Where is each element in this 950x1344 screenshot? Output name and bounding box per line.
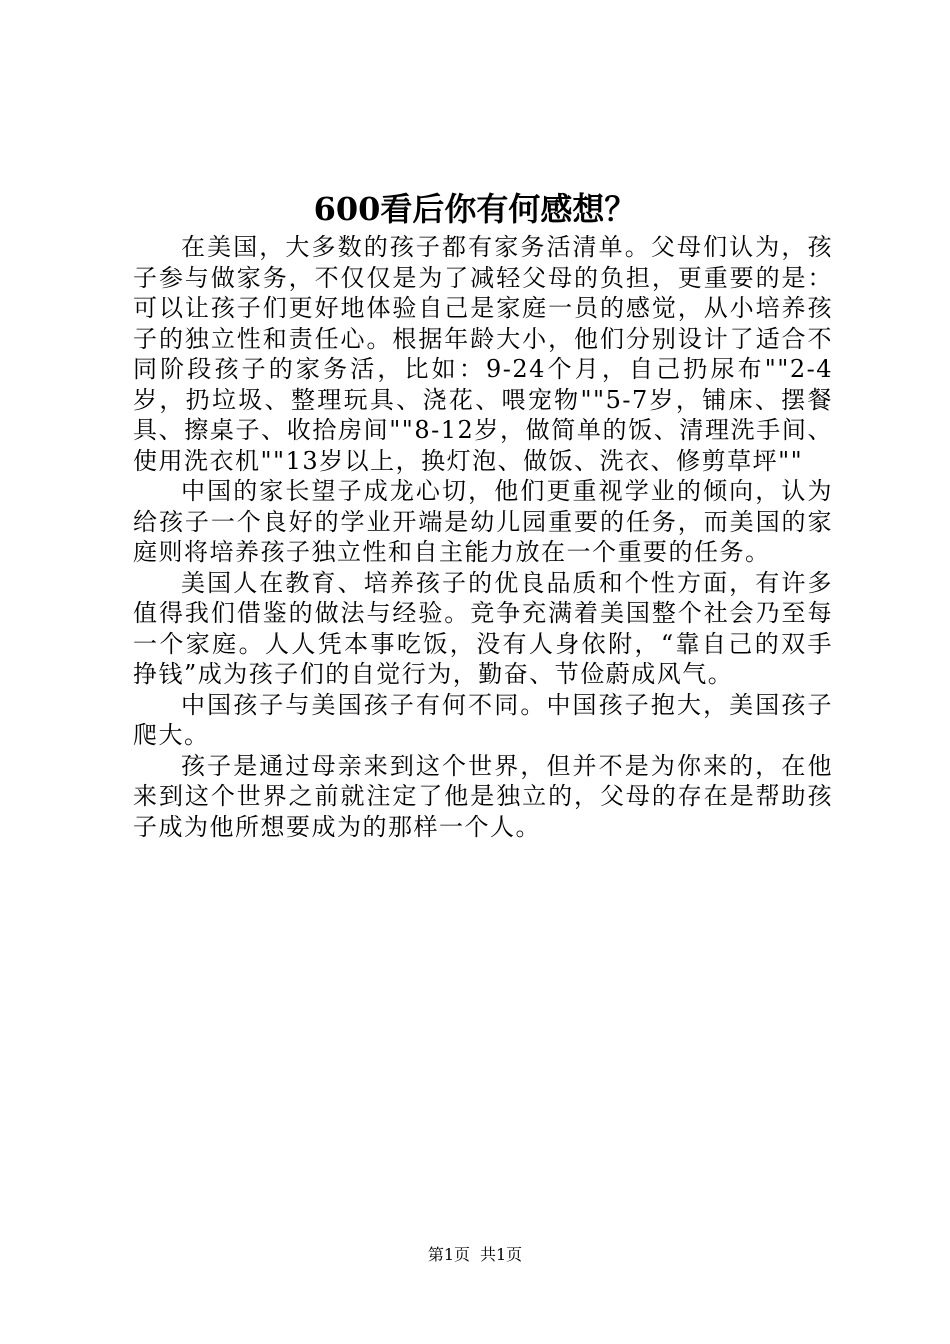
page-footer <box>0 1243 950 1267</box>
document-body <box>133 232 833 842</box>
paragraph-chores: 在美国，大多数的孩子都有家务活清单。父母们认为，孩子参与做家务，不仅仅是为了减轻父母的负担，更重要的是：可以让孩子们更好地体验自己是家庭一员的感觉，从小培养孩子的独立性和责任心。根据年龄大小，他们分别设计了适合不同阶段孩子的家务活，比如：9-24个月，自己扔尿布""2-4岁，扔垃圾、整理玩具、浇花、喂宠物""5-7岁，铺床、摆餐具、擦桌子、收拾房间""8-12岁，做简单的饭、清理洗手间、使用洗衣机""13岁以上，换灯泡、做饭、洗衣、修剪草坪"" <box>133 233 833 475</box>
paragraph-chinese-parents: 中国的家长望子成龙心切，他们更重视学业的倾向，认为给孩子一个良好的学业开端是幼儿园重要的任务，而美国的家庭则将培养孩子独立性和自主能力放在一个重要的任务。 <box>133 477 833 566</box>
paragraph-american-values: 美国人在教育、培养孩子的优良品质和个性方面，有许多值得我们借鉴的做法与经验。竞争充满着美国整个社会乃至每一个家庭。人人凭本事吃饭，没有人身依附，“靠自己的双手挣钱”成为孩子们的自觉行为，勤奋、节俭蔚成风气。 <box>133 568 833 688</box>
document-title: 600看后你有何感想？ <box>313 190 637 228</box>
paragraph-independence: 孩子是通过母亲来到这个世界，但并不是为你来的，在他来到这个世界之前就注定了他是独立的，父母的存在是帮助孩子成为他所想要成为的那样一个人。 <box>133 751 833 841</box>
page-total: 共1页 <box>480 1245 523 1264</box>
page-number: 第1页 <box>427 1245 470 1264</box>
paragraph-difference: 中国孩子与美国孩子有何不同。中国孩子抱大，美国孩子爬大。 <box>133 690 833 749</box>
